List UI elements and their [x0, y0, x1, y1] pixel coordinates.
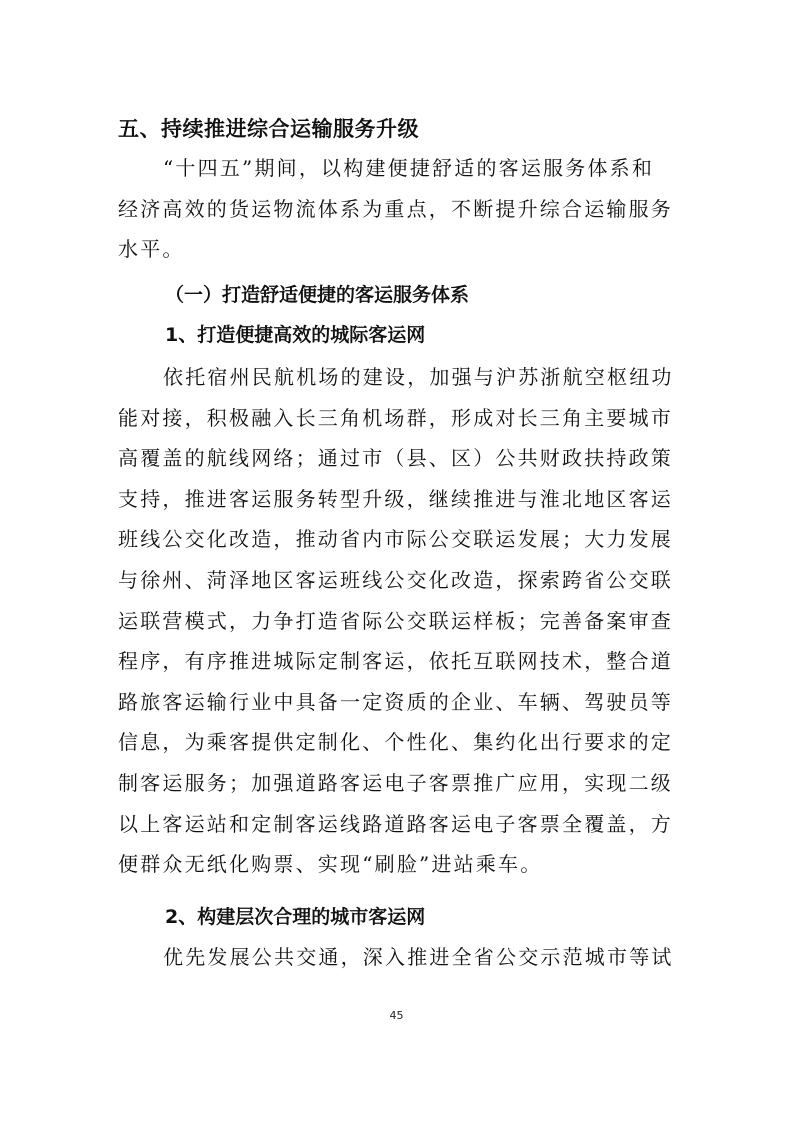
- section-title: 五、持续推进综合运输服务升级: [118, 117, 419, 141]
- paragraph-line: 以上客运站和定制客运线路道路客运电子客票全覆盖，方: [118, 811, 673, 836]
- paragraph-line: 优先发展公共交通，深入推进全省公交示范城市等试: [163, 945, 674, 969]
- item1-title: 1、打造便捷高效的城际客运网: [165, 324, 426, 346]
- item1-paragraph: [118, 357, 674, 885]
- paragraph-line: 依托宿州民航机场的建设，加强与沪苏浙航空枢纽功: [163, 365, 674, 389]
- paragraph-line: 经济高效的货运物流体系为重点，不断提升综合运输服务: [118, 196, 673, 221]
- paragraph-line: 便群众无纸化购票、实现“刷脸”进站乘车。: [118, 852, 543, 877]
- intro-paragraph: [118, 148, 674, 270]
- paragraph-line: 制客运服务；加强道路客运电子客票推广应用，实现二级: [118, 770, 673, 795]
- paragraph-line: 信息，为乘客提供定制化、个性化、集约化出行要求的定: [118, 730, 673, 755]
- paragraph-line: 程序，有序推进城际定制客运，依托互联网技术，整合道: [118, 649, 673, 674]
- subsection-title: （一）打造舒适便捷的客运服务体系: [165, 284, 470, 306]
- paragraph-line: 运联营模式，力争打造省际公交联运样板；完善备案审查: [118, 608, 673, 633]
- paragraph-line: 水平。: [118, 237, 185, 262]
- paragraph-line: 路旅客运输行业中具备一定资质的企业、车辆、驾驶员等: [118, 689, 673, 714]
- paragraph-line: 能对接，积极融入长三角机场群，形成对长三角主要城市: [118, 405, 673, 430]
- page-number: 45: [389, 1009, 404, 1022]
- paragraph-line: 高覆盖的航线网络；通过市（县、区）公共财政扶持政策: [118, 446, 673, 471]
- paragraph-line: 支持，推进客运服务转型升级，继续推进与淮北地区客运: [118, 486, 673, 511]
- item2-paragraph: [118, 937, 674, 978]
- paragraph-line: 与徐州、菏泽地区客运班线公交化改造，探索跨省公交联: [118, 567, 673, 592]
- item2-title: 2、构建层次合理的城市客运网: [165, 906, 426, 928]
- paragraph-line: 班线公交化改造，推动省内市际公交联运发展；大力发展: [118, 527, 673, 552]
- paragraph-line: “十四五”期间，以构建便捷舒适的客运服务体系和: [163, 156, 655, 180]
